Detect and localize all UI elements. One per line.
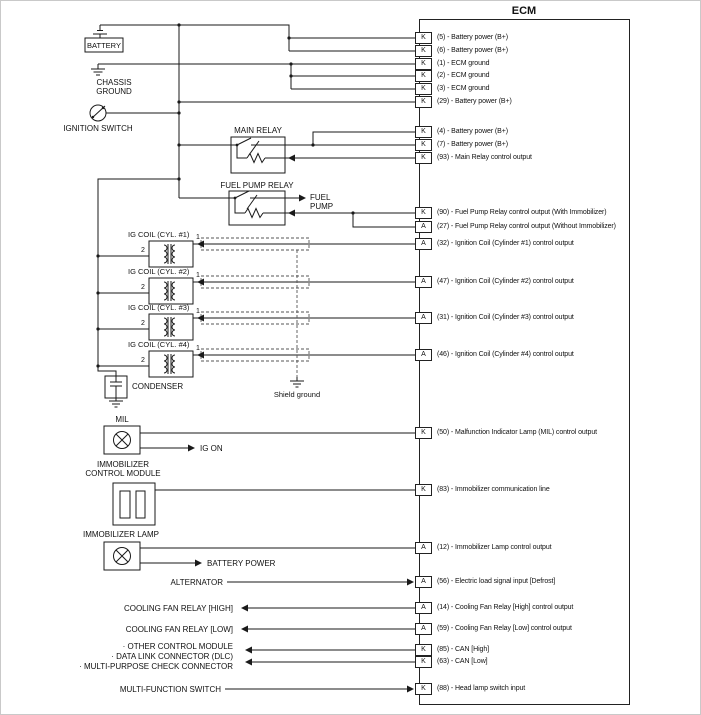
- main-relay-symbol: [231, 137, 285, 173]
- ecm-pin-label: (63) - CAN [Low]: [437, 658, 488, 665]
- ecm-pin-connector: K: [415, 45, 432, 57]
- ig-on-label: IG ON: [200, 444, 223, 453]
- chassis-ground-symbol: [91, 64, 105, 75]
- data-link-connector-label: · DATA LINK CONNECTOR (DLC): [111, 652, 233, 661]
- ecm-pin-label: (85) - CAN [High]: [437, 646, 489, 653]
- ecm-pin-label: (59) - Cooling Fan Relay [Low] control output: [437, 625, 572, 632]
- ig-coil-1-label: IG COIL (CYL. #1): [128, 230, 190, 239]
- coil-3-terminal-1: 1: [196, 308, 200, 315]
- coil-1-terminal-2: 2: [141, 247, 145, 254]
- ecm-pin-label: (32) - Ignition Coil (Cylinder #1) control output: [437, 240, 574, 247]
- ecm-pin-connector: A: [415, 602, 432, 614]
- ecm-pin-connector: K: [415, 96, 432, 108]
- ecm-pin-connector: K: [415, 427, 432, 439]
- ecm-pin-label: (3) - ECM ground: [437, 85, 490, 92]
- ecm-pin-connector: K: [415, 644, 432, 656]
- ignition-coil-3-symbol: [149, 314, 193, 340]
- ecm-pin-connector: A: [415, 276, 432, 288]
- cooling-fan-high-label: COOLING FAN RELAY [HIGH]: [123, 604, 233, 613]
- ecm-pin-connector: K: [415, 484, 432, 496]
- multi-purpose-check-connector-label: · MULTI-PURPOSE CHECK CONNECTOR: [79, 662, 233, 671]
- ecm-pin-label: (93) - Main Relay control output: [437, 154, 532, 161]
- immobilizer-module-label: IMMOBILIZER CONTROL MODULE: [85, 460, 161, 478]
- ecm-pin-connector: A: [415, 349, 432, 361]
- multi-function-switch-label: MULTI-FUNCTION SWITCH: [119, 685, 221, 694]
- battery-label: BATTERY: [87, 41, 121, 50]
- ecm-pin-label: (6) - Battery power (B+): [437, 47, 508, 54]
- condenser-label: CONDENSER: [132, 382, 184, 391]
- ecm-pin-label: (47) - Ignition Coil (Cylinder #2) control output: [437, 278, 574, 285]
- ecm-pin-connector: K: [415, 83, 432, 95]
- ecm-pin-connector: A: [415, 238, 432, 250]
- cooling-fan-low-label: COOLING FAN RELAY [LOW]: [125, 625, 233, 634]
- ignition-switch-label: IGNITION SWITCH: [63, 124, 133, 133]
- ecm-pin-connector: K: [415, 58, 432, 70]
- ecm-pin-label: (29) - Battery power (B+): [437, 98, 512, 105]
- ig-coil-4-label: IG COIL (CYL. #4): [128, 340, 190, 349]
- fuel-pump-relay-label: FUEL PUMP RELAY: [220, 181, 294, 190]
- ecm-pin-label: (5) - Battery power (B+): [437, 34, 508, 41]
- wires: [85, 25, 415, 689]
- ecm-pin-label: (4) - Battery power (B+): [437, 128, 508, 135]
- ecm-pin-label: (50) - Malfunction Indicator Lamp (MIL) control output: [437, 429, 597, 436]
- ig-coil-2-label: IG COIL (CYL. #2): [128, 267, 190, 276]
- shield-boxes: [201, 238, 309, 377]
- ecm-pin-connector: K: [415, 32, 432, 44]
- immobilizer-module-symbol: [113, 483, 155, 525]
- other-control-module-label: · OTHER CONTROL MODULE: [122, 642, 233, 651]
- alternator-label: ALTERNATOR: [170, 578, 223, 587]
- coil-2-terminal-1: 1: [196, 272, 200, 279]
- ecm-pin-connector: K: [415, 656, 432, 668]
- ignition-coil-2-symbol: [149, 278, 193, 304]
- ecm-pin-label: (1) - ECM ground: [437, 60, 490, 67]
- ecm-pin-label: (46) - Ignition Coil (Cylinder #4) control output: [437, 351, 574, 358]
- main-relay-label: MAIN RELAY: [234, 126, 282, 135]
- ecm-pin-connector: K: [415, 152, 432, 164]
- ecm-pin-connector: K: [415, 126, 432, 138]
- battery-power-label: BATTERY POWER: [207, 559, 276, 568]
- ecm-pin-label: (7) - Battery power (B+): [437, 141, 508, 148]
- ecm-pin-connector: A: [415, 312, 432, 324]
- shield-ground-label: Shield ground: [273, 390, 321, 399]
- ecm-pin-connector: K: [415, 70, 432, 82]
- ecm-pin-label: (83) - Immobilizer communication line: [437, 486, 550, 493]
- ecm-pin-connector: K: [415, 207, 432, 219]
- immobilizer-lamp-label: IMMOBILIZER LAMP: [82, 530, 159, 539]
- ecm-pin-connector: K: [415, 139, 432, 151]
- ecm-pin-connector: A: [415, 221, 432, 233]
- ecm-pin-label: (90) - Fuel Pump Relay control output (With Immobilizer): [437, 209, 607, 216]
- ecm-pin-connector: A: [415, 623, 432, 635]
- ignition-coil-4-symbol: [149, 351, 193, 377]
- ecm-pin-label: (14) - Cooling Fan Relay [High] control output: [437, 604, 574, 611]
- ecm-title: ECM: [511, 5, 537, 17]
- mil-lamp-symbol: [104, 426, 140, 454]
- ig-coil-3-label: IG COIL (CYL. #3): [128, 303, 190, 312]
- coil-1-terminal-1: 1: [196, 234, 200, 241]
- ecm-pin-label: (27) - Fuel Pump Relay control output (Without Immobilizer): [437, 223, 616, 230]
- shield-ground-symbol: [290, 377, 304, 387]
- coil-3-terminal-2: 2: [141, 320, 145, 327]
- ecm-pin-label: (88) - Head lamp switch input: [437, 685, 526, 692]
- ecm-pin-connector: A: [415, 576, 432, 588]
- ecm-pin-label: (12) - Immobilizer Lamp control output: [437, 544, 552, 551]
- ecm-pin-label: (31) - Ignition Coil (Cylinder #3) control output: [437, 314, 574, 321]
- coil-4-terminal-1: 1: [196, 345, 200, 352]
- fuel-pump-relay-symbol: [229, 191, 285, 225]
- mil-label: MIL: [115, 415, 129, 424]
- chassis-ground-label: CHASSIS GROUND: [96, 78, 132, 96]
- ignition-coil-1-symbol: [149, 241, 193, 267]
- immobilizer-lamp-symbol: [104, 542, 140, 570]
- coil-2-terminal-2: 2: [141, 284, 145, 291]
- ecm-pin-connector: A: [415, 542, 432, 554]
- ecm-pin-label: (56) - Electric load signal input [Defrost]: [437, 578, 556, 585]
- ecm-pin-connector: K: [415, 683, 432, 695]
- fuel-pump-label: FUEL PUMP: [310, 193, 334, 211]
- coil-4-terminal-2: 2: [141, 357, 145, 364]
- ecm-pin-label: (2) - ECM ground: [437, 72, 490, 79]
